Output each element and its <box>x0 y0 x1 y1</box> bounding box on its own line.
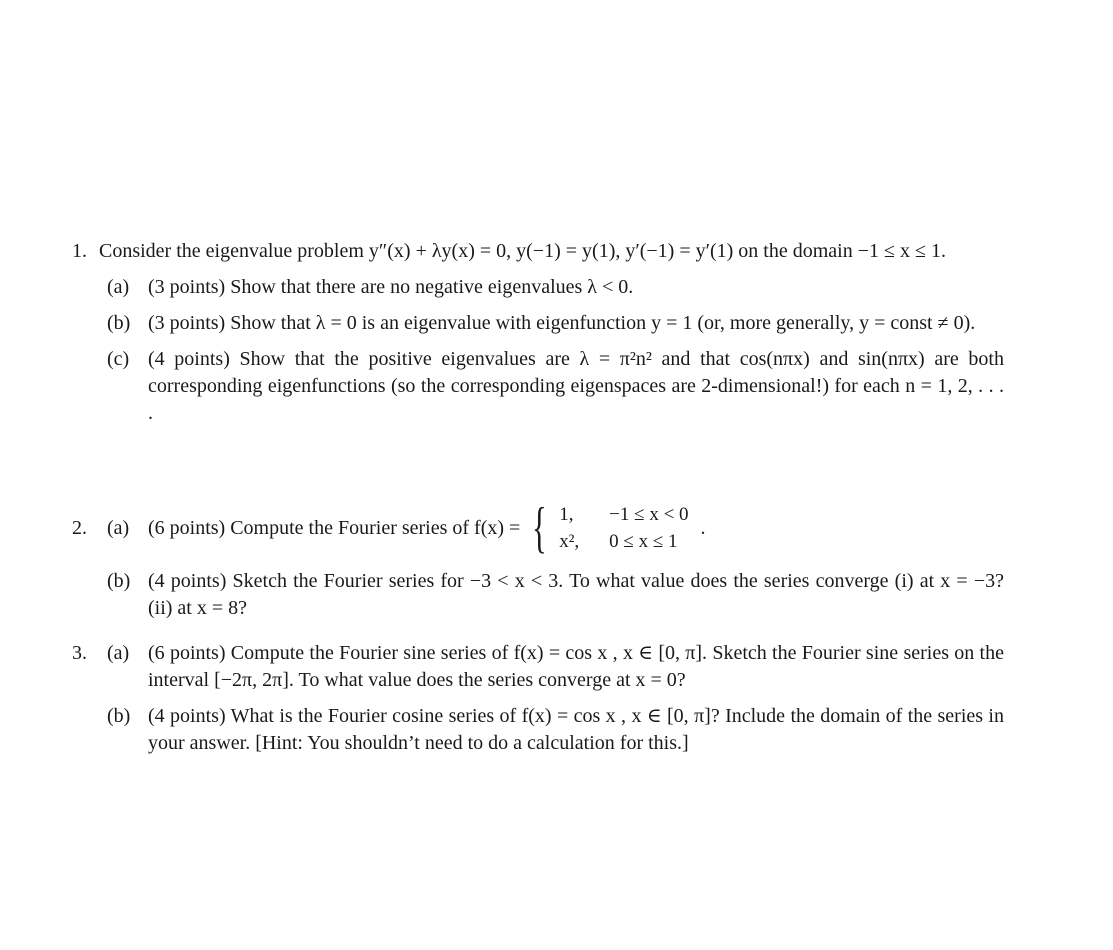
problem-stem: Consider the eigenvalue problem y″(x) + λy(x) = 0, y(−1) = y(1), y′(−1) = y′(1) on the domain −1 ≤ x ≤ 1. <box>99 240 946 262</box>
part-label: (b) <box>107 705 131 727</box>
part-label: (b) <box>107 570 131 592</box>
problem-part <box>107 274 1004 301</box>
problem-1 <box>72 238 1004 427</box>
part-text: (4 points) Show that the positive eigenvalues are λ = π²n² and that cos(nπx) and sin(nπx) are both corresponding eigenfunctions (so the corresponding eigenspaces are 2-dimensional!) for each n = 1, 2, . . . . <box>148 348 1004 424</box>
part-text: (3 points) Show that λ = 0 is an eigenvalue with eigenfunction y = 1 (or, more generally, y = const ≠ 0). <box>148 312 976 334</box>
piecewise-brace: { <box>532 497 548 559</box>
case-value: 1, <box>559 504 574 525</box>
problem-part <box>107 346 1004 427</box>
case-domain: 0 ≤ x ≤ 1 <box>609 531 678 552</box>
part-label: (b) <box>107 312 131 334</box>
problem-part <box>107 703 1004 757</box>
case-domain: −1 ≤ x < 0 <box>609 504 689 525</box>
piecewise-cases <box>559 502 688 554</box>
part-text: (6 points) Compute the Fourier series of f(x) = <box>148 516 521 539</box>
period: . <box>700 516 706 539</box>
part-label: (a) <box>107 516 130 539</box>
problem-part <box>107 498 1004 558</box>
problem-3 <box>72 640 1004 757</box>
case-value: x², <box>559 531 580 552</box>
part-label: (a) <box>107 642 130 664</box>
problem-number: 2. <box>72 517 87 539</box>
part-text: (6 points) Compute the Fourier sine series of f(x) = cos x , x ∈ [0, π]. Sketch the Fourier sine series on the interval [−2π, 2π]. To what value does the series converge at x = 0? <box>148 642 1004 691</box>
part-text: (3 points) Show that there are no negative eigenvalues λ < 0. <box>148 276 634 298</box>
part-label: (a) <box>107 276 130 298</box>
problem-part <box>107 568 1004 622</box>
part-label: (c) <box>107 348 130 370</box>
part-text: (4 points) What is the Fourier cosine series of f(x) = cos x , x ∈ [0, π]? Include the domain of the series in your answer. [Hint: You shouldn’t need to do a calculation for this.] <box>148 705 1004 754</box>
problem-number: 3. <box>72 642 87 664</box>
problem-part <box>107 310 1004 337</box>
problem-number: 1. <box>72 240 87 262</box>
problem-2 <box>72 498 1004 622</box>
problem-part <box>107 640 1004 694</box>
part-text: (4 points) Sketch the Fourier series for −3 < x < 3. To what value does the series converge (i) at x = −3? (ii) at x = 8? <box>148 570 1004 619</box>
